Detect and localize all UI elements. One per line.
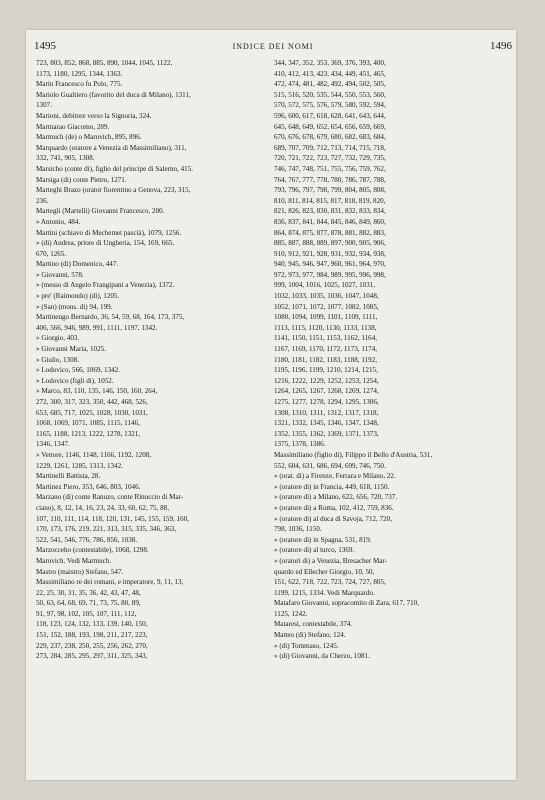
index-line: » (oratore di) a Milano, 622, 656, 720, 737.: [274, 493, 398, 502]
index-line: 107, 110, 111, 114, 118, 120, 131, 145, 155, 159, 160,: [36, 514, 189, 523]
index-line: quardo ed Ellecher Giorgio, 10, 50,: [274, 567, 375, 576]
index-line: 836, 837, 841, 844, 845, 846, 849, 860,: [274, 217, 386, 226]
index-line: Martinengo Bernardo, 36, 54, 59, 68, 164, 173, 375,: [36, 313, 185, 322]
index-line: 1352, 1355, 1362, 1369, 1371, 1373,: [274, 429, 379, 438]
index-line: 1229, 1261, 1285, 1313, 1342.: [36, 461, 123, 470]
index-line: Martegli (Martelli) Giovanni Francesco, 200.: [36, 207, 165, 216]
index-line: » Giovanni, 578.: [36, 270, 84, 279]
index-line: 410, 412, 413, 423, 434, 449, 451, 465,: [274, 69, 386, 78]
index-line: 940, 945, 946, 947, 960, 961, 964, 970,: [274, 260, 386, 269]
index-line: Massimiliano re dei romani, e imperatore, 9, 11, 13,: [36, 578, 184, 587]
index-line: » (di) Giovanni, da Cherzo, 1081.: [274, 652, 370, 661]
index-line: 515, 516, 520, 535, 544, 550, 553, 560,: [274, 90, 386, 99]
index-line: Marquardo (oratore a Venezia di Massimiliano), 311,: [36, 143, 187, 152]
index-line: Marteghi Brazo (orator fiorentino a Genova, 223, 315,: [36, 186, 191, 195]
index-line: 1032, 1033, 1035, 1036, 1047, 1048,: [274, 292, 379, 301]
index-line: Martinez Piero, 353, 646, 803, 1046.: [36, 482, 141, 491]
index-line: 972, 973, 977, 984, 989, 995, 996, 998,: [274, 270, 386, 279]
index-line: 1307.: [36, 101, 52, 110]
index-line: 552, 604, 631, 686, 694, 699, 746, 750.: [274, 461, 386, 470]
index-line: 864, 874, 875, 877, 878, 881, 882, 883,: [274, 228, 386, 237]
page-number-right: 1496: [490, 40, 512, 52]
index-line: 1165, 1188, 1213, 1222, 1278, 1321,: [36, 429, 141, 438]
index-line: » Giorgio, 403.: [36, 334, 80, 343]
index-line: » Lodovico (figli di), 1052.: [36, 376, 114, 385]
index-line: Martino (di) Domenico, 447.: [36, 260, 119, 269]
index-line: 406, 566, 946, 989, 991, 1111, 1197, 1342.: [36, 323, 158, 332]
index-column-right: [274, 58, 504, 662]
index-line: 50, 63, 64, 68, 69, 71, 73, 75, 80, 89,: [36, 599, 141, 608]
book-page: [26, 30, 516, 780]
index-line: Marmuch (de) o Maruvich, 895, 896.: [36, 133, 142, 142]
index-line: » (oratore di) in Spagna, 531, 819.: [274, 535, 372, 544]
index-line: » (oratore di) in Francia, 449, 618, 1150.: [274, 482, 390, 491]
index-line: 723, 803, 852, 868, 885, 890, 1044, 1045, 1122,: [36, 59, 173, 67]
index-line: » (messo di Angelo Frangipani a Venezia), 1372.: [36, 281, 175, 290]
index-line: 821, 826, 823, 830, 831, 832, 833, 834,: [274, 207, 386, 216]
index-line: 273, 284, 285, 295, 297, 311, 325, 343,: [36, 652, 148, 661]
index-line: 570, 572, 575, 576, 579, 580, 592, 594,: [274, 101, 386, 110]
index-line: 670, 676, 678, 679, 680, 682, 683, 684,: [274, 133, 386, 142]
index-line: 689, 707, 709, 712, 713, 714, 715, 718,: [274, 143, 386, 152]
index-line: » Vettore, 1146, 1148, 1166, 1192, 1208,: [36, 450, 152, 459]
index-line: Matafaro Giovanni, sopracomito di Zara, 617, 710,: [274, 599, 419, 608]
index-line: » Marco, 83, 110, 135, 146, 150, 160, 264,: [36, 387, 158, 396]
index-line: 344, 347, 352, 353, 369, 376, 393, 400,: [274, 59, 386, 67]
running-title: INDICE DEI NOMI: [232, 42, 314, 51]
index-line: Marzocceho (contestabile), 1068, 1298.: [36, 546, 149, 555]
index-line: 91, 97, 98, 102, 105, 107, 111, 112,: [36, 609, 137, 618]
index-line: 999, 1004, 1016, 1025, 1027, 1031,: [274, 281, 376, 290]
index-line: » (di) Tommaso, 1245.: [274, 641, 339, 650]
index-line: » (di) Andrea, priore di Ungheria, 154, 169, 665,: [36, 239, 175, 248]
index-line: 472, 474, 481, 482, 492, 494, 502, 505,: [274, 80, 386, 89]
page-number-left: 1495: [34, 40, 56, 52]
index-line: 746, 747, 748, 751, 755, 756, 759, 762,: [274, 164, 386, 173]
index-line: 1195, 1196, 1199, 1210, 1214, 1215,: [274, 366, 378, 375]
index-line: ciano), 8, 12, 14, 16, 23, 24, 33, 60, 62, 75, 88,: [36, 503, 169, 512]
index-line: 522, 541, 546, 776, 786, 856, 1038.: [36, 535, 138, 544]
index-line: Marsicho (conte di), figlio del principe di Salerno, 415.: [36, 164, 194, 173]
index-line: 1275, 1277, 1278, 1294, 1295, 1306,: [274, 398, 379, 406]
index-line: » (orat. di) a Firenze, Ferrara e Milano, 22.: [274, 472, 396, 481]
index-line: » (oratore di) al turco, 1369.: [274, 546, 355, 555]
index-line: 22, 25, 30, 31, 35, 36, 42, 43, 47, 48,: [36, 588, 141, 597]
index-column-left: [36, 58, 266, 662]
index-line: 793, 796, 797, 798, 799, 804, 805, 808,: [274, 186, 386, 195]
index-line: Martinelli Battista, 28.: [36, 472, 101, 481]
index-line: » (oratore di) al duca di Savoja, 712, 720,: [274, 514, 392, 523]
index-line: 653, 685, 717, 1025, 1028, 1030, 1031,: [36, 408, 148, 417]
index-line: 810, 811, 814, 815, 817, 818, 819, 820,: [274, 196, 386, 205]
index-line: 1052, 1071, 1072, 1077, 1082, 1085,: [274, 302, 379, 311]
index-line: » pre' (Raimondo) (di), 1205.: [36, 292, 120, 301]
index-line: » Lodovico, 566, 1069, 1342.: [36, 366, 120, 375]
page-header: [34, 40, 512, 56]
index-line: Marmarao Giacomo, 289.: [36, 122, 110, 131]
index-line: » (oratori di) a Venezia, Bresacher Mar-: [274, 556, 387, 565]
index-line: 1125, 1242.: [274, 609, 308, 618]
index-line: 1141, 1150, 1151, 1153, 1162, 1164,: [274, 334, 378, 343]
index-line: Marzano (di) conte Ranuzo, conte Rinuccio di Mar-: [36, 493, 184, 502]
index-line: Mataresi, contestabile, 374.: [274, 620, 353, 629]
index-line: 720, 721, 722, 723, 727, 732, 729, 735,: [274, 154, 386, 163]
index-line: » Antonio, 484.: [36, 217, 81, 226]
index-line: Marin Francesco fu Polo, 775.: [36, 80, 123, 89]
index-line: Marsiga (di) conte Pietro, 1271.: [36, 175, 127, 184]
index-line: 272, 300, 317, 323, 350, 442, 468, 526,: [36, 398, 148, 406]
index-line: » (oratore di) a Roma, 102, 412, 759, 836.: [274, 503, 394, 512]
index-line: Marioni, debitore verso la Signoria, 324.: [36, 111, 152, 120]
index-line: 910, 912, 921, 928, 931, 932, 934, 938,: [274, 249, 386, 258]
index-line: 1180, 1181, 1182, 1183, 1188, 1192,: [274, 355, 378, 364]
index-line: 1346, 1347.: [36, 440, 70, 449]
index-line: » Giovanni Maria, 1025.: [36, 345, 106, 354]
index-line: 1199, 1215, 1334. Vedi Marquardo.: [274, 588, 375, 597]
index-line: 332, 741, 905, 1308.: [36, 154, 95, 163]
index-line: 170, 173, 176, 219, 221, 313, 315, 335, 346, 363,: [36, 525, 177, 534]
index-line: 670, 1265.: [36, 249, 67, 258]
index-line: 1216, 1222, 1229, 1252, 1253, 1254,: [274, 376, 379, 385]
index-line: 645, 648, 649, 652, 654, 656, 659, 669,: [274, 122, 386, 131]
index-line: Martini (schiavo di Mechemet pascià), 1079, 1256.: [36, 228, 182, 237]
index-line: 764, 767, 777, 778, 780, 786, 787, 788,: [274, 175, 386, 184]
index-line: Mastro (maistro) Stefano, 547.: [36, 567, 124, 576]
index-line: 596, 600, 617, 618, 628, 641, 643, 644,: [274, 111, 386, 120]
index-line: 1264, 1265, 1267, 1268, 1269, 1274,: [274, 387, 379, 396]
index-line: 1068, 1069, 1071, 1085, 1115, 1146,: [36, 419, 140, 428]
index-line: 885, 887, 888, 889, 897, 900, 905, 906,: [274, 239, 386, 248]
index-line: Massimiliano (figlio di), Filippo il Bello d'Austria, 531,: [274, 450, 433, 459]
index-line: 151, 622, 718, 722, 723, 724, 727, 805,: [274, 578, 386, 587]
index-line: Mariolo Gualtiero (favorito del duca di Milano), 1311,: [36, 90, 191, 99]
index-line: 1173, 1180, 1295, 1344, 1363.: [36, 69, 123, 78]
index-line: 798, 1036, 1150.: [274, 525, 322, 534]
index-line: 118, 123, 124, 132, 133, 139, 140, 150,: [36, 620, 148, 629]
index-line: 151, 152, 188, 193, 198, 211, 217, 223,: [36, 631, 148, 640]
index-line: » Giulio, 1308.: [36, 355, 79, 364]
index-line: 1167, 1169, 1170, 1172, 1173, 1174,: [274, 345, 378, 354]
index-line: 1308, 1310, 1311, 1312, 1317, 1318,: [274, 408, 379, 417]
index-line: 1113, 1115, 1120, 1130, 1133, 1138,: [274, 323, 377, 332]
index-line: 236.: [36, 196, 49, 205]
index-line: 229, 237, 238, 250, 255, 256, 262, 270,: [36, 641, 148, 650]
index-line: 1375, 1378, 1386.: [274, 440, 326, 449]
index-line: 1321, 1332, 1345, 1346, 1347, 1348,: [274, 419, 379, 428]
index-line: » (San) (mons. di) 94, 199.: [36, 302, 113, 311]
index-line: Maruvich. Vedi Marmuch.: [36, 556, 112, 565]
index-line: 1080, 1094, 1099, 1101, 1109, 1111,: [274, 313, 378, 322]
index-line: Matteo (di) Stefano, 124.: [274, 631, 346, 640]
